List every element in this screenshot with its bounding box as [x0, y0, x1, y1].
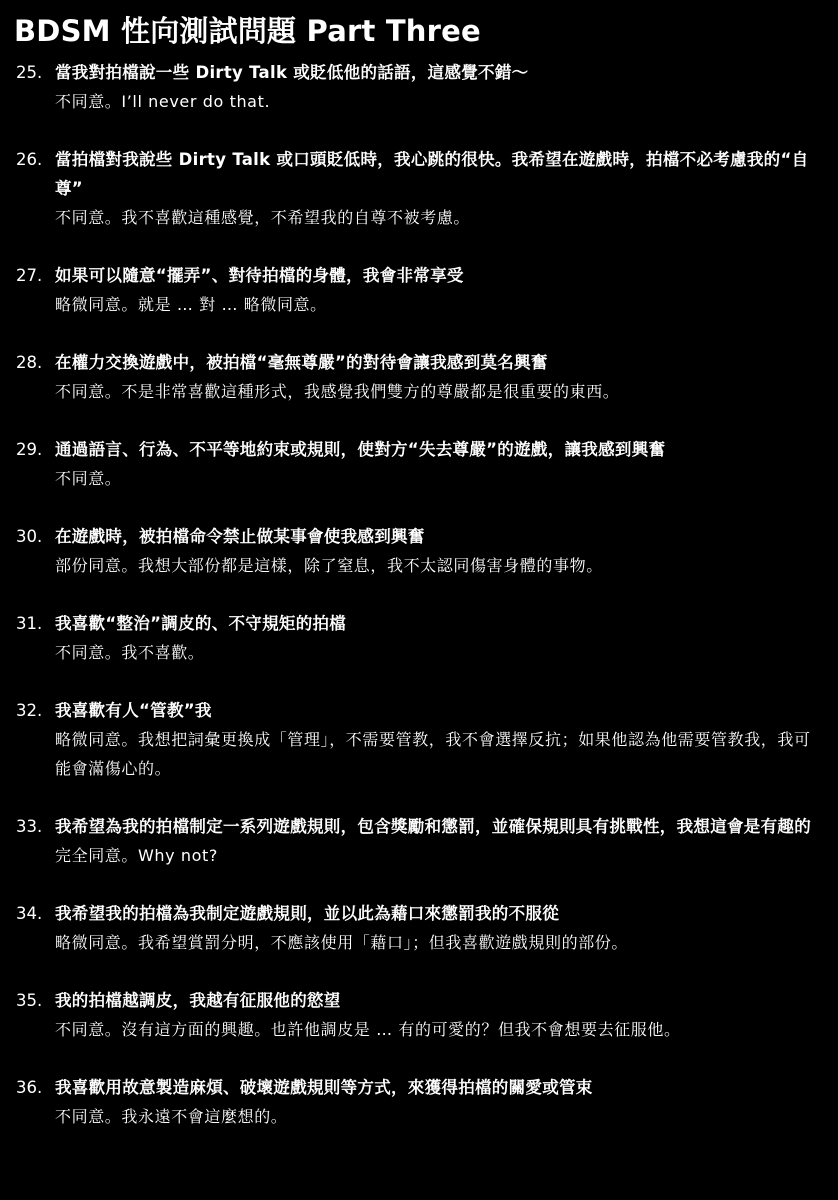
question-number: 36.	[16, 1078, 43, 1097]
answer-text: 略微同意。就是 … 對 … 略微同意。	[55, 295, 327, 314]
question-number: 29.	[16, 440, 43, 459]
question-number: 26.	[16, 150, 43, 169]
question-item	[14, 145, 824, 232]
question-number: 35.	[16, 991, 43, 1010]
question-text: 在遊戲時，被拍檔命令禁止做某事會使我感到興奮	[55, 527, 425, 546]
question-number: 33.	[16, 817, 43, 836]
question-item	[14, 58, 824, 116]
answer-text: 不同意。我永遠不會這麼想的。	[55, 1107, 288, 1126]
question-text: 我的拍檔越調皮，我越有征服他的慾望	[55, 991, 341, 1010]
question-text: 我喜歡用故意製造麻煩、破壞遊戲規則等方式，來獲得拍檔的關愛或管束	[55, 1078, 593, 1097]
answer-text: 不同意。不是非常喜歡這種形式，我感覺我們雙方的尊嚴都是很重要的東西。	[55, 382, 620, 401]
answer-text: 不同意。沒有這方面的興趣。也許他調皮是 … 有的可愛的？但我不會想要去征服他。	[55, 1020, 681, 1039]
question-text: 在權力交換遊戲中，被拍檔“毫無尊嚴”的對待會讓我感到莫名興奮	[55, 353, 548, 372]
question-number: 31.	[16, 614, 43, 633]
question-number: 34.	[16, 904, 43, 923]
question-number: 32.	[16, 701, 43, 720]
question-number: 25.	[16, 63, 43, 82]
answer-text: 略微同意。我希望賞罰分明，不應該使用「藉口」；但我喜歡遊戲規則的部份。	[55, 933, 629, 952]
question-item	[14, 899, 824, 957]
question-number: 27.	[16, 266, 43, 285]
question-item	[14, 609, 824, 667]
question-item	[14, 1073, 824, 1131]
question-text: 我希望為我的拍檔制定一系列遊戲規則，包含獎勵和懲罰，並確保規則具有挑戰性，我想這會是有趣的	[55, 817, 811, 836]
question-text: 我喜歡有人“管教”我	[55, 701, 212, 720]
question-number: 30.	[16, 527, 43, 546]
question-item	[14, 522, 824, 580]
question-item	[14, 812, 824, 870]
question-item	[14, 986, 824, 1044]
question-text: 當拍檔對我說些 Dirty Talk 或口頭貶低時，我心跳的很快。我希望在遊戲時，拍檔不必考慮我的“自尊”	[55, 150, 809, 198]
answer-text: 不同意。我不喜歡這種感覺，不希望我的自尊不被考慮。	[55, 208, 471, 227]
question-text: 我喜歡“整治”調皮的、不守規矩的拍檔	[55, 614, 347, 633]
answer-text: 略微同意。我想把詞彙更換成「管理」，不需要管教，我不會選擇反抗；如果他認為他需要管教我，我可能會滿傷心的。	[55, 730, 811, 778]
question-item	[14, 696, 824, 783]
answer-text: 不同意。我不喜歡。	[55, 643, 205, 662]
question-text: 如果可以隨意“擺弄”、對待拍檔的身體，我會非常享受	[55, 266, 464, 285]
question-item	[14, 435, 824, 493]
answer-text: 不同意。I’ll never do that.	[55, 92, 271, 111]
question-number: 28.	[16, 353, 43, 372]
page-title: BDSM 性向測試問題 Part Three	[14, 14, 481, 48]
answer-text: 部份同意。我想大部份都是這樣，除了窒息，我不太認同傷害身體的事物。	[55, 556, 603, 575]
question-text: 通過語言、行為、不平等地約束或規則，使對方“失去尊嚴”的遊戲，讓我感到興奮	[55, 440, 666, 459]
answer-text: 完全同意。Why not?	[55, 846, 219, 865]
question-list	[14, 58, 824, 1160]
question-item	[14, 348, 824, 406]
question-item	[14, 261, 824, 319]
question-text: 當我對拍檔說一些 Dirty Talk 或貶低他的話語，這感覺不錯～	[55, 63, 529, 82]
question-text: 我希望我的拍檔為我制定遊戲規則，並以此為藉口來懲罰我的不服從	[55, 904, 559, 923]
answer-text: 不同意。	[55, 469, 122, 488]
